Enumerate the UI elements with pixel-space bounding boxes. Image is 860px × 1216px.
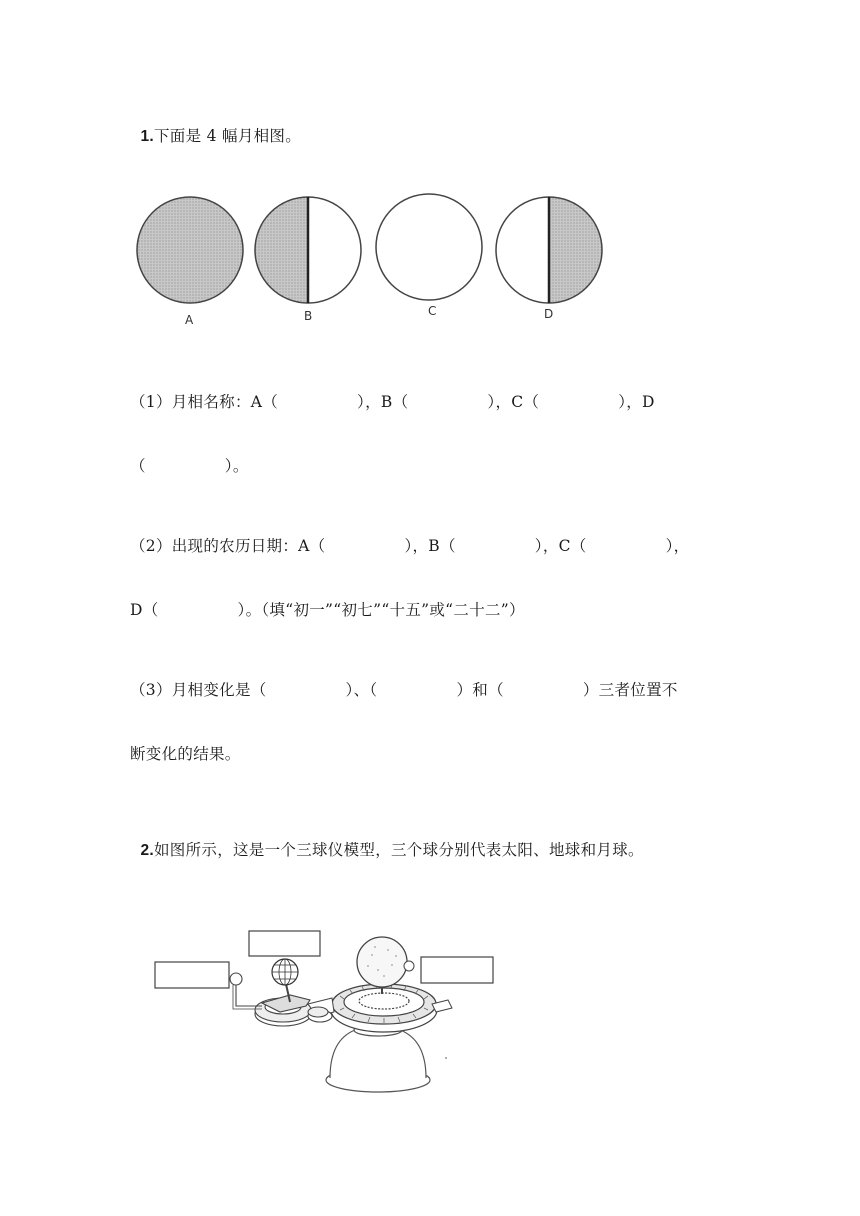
sun-turntable	[331, 984, 437, 1032]
moon-b	[255, 197, 361, 303]
moon-globe-and-arm	[230, 973, 262, 1009]
label-box-moon	[155, 962, 229, 988]
q1-part2-line1: （2）出现的农历日期：A（ ），B（ ），C（ ），	[130, 537, 690, 555]
q1-title-text: 下面是 4 幅月相图。	[154, 127, 302, 145]
sun-globe	[357, 937, 414, 994]
label-box-sun	[421, 957, 493, 983]
moon-label-a: A	[185, 313, 194, 327]
q1-number: 1.	[140, 128, 154, 145]
earth-assembly	[255, 995, 332, 1026]
q2-title-text: 如图所示，这是一个三球仪模型，三个球分别代表太阳、地球和月球。	[154, 841, 644, 859]
moon-a	[137, 197, 243, 303]
q1-title	[130, 106, 301, 146]
q2-number: 2.	[140, 842, 154, 859]
speck	[445, 1057, 447, 1059]
moon-d	[496, 197, 602, 303]
earth-globe	[272, 959, 298, 1002]
moon-label-c: C	[428, 304, 437, 318]
moon-label-d: D	[544, 307, 554, 321]
q1-part1-line2: （ ）。	[130, 457, 249, 475]
model-base	[326, 1024, 430, 1092]
moon-c	[376, 194, 482, 300]
right-arm	[432, 1000, 452, 1012]
label-box-earth	[249, 931, 320, 956]
turntable-ticks	[340, 984, 428, 1023]
q1-part3-line1: （3）月相变化是（ ）、（ ）和（ ）三者位置不	[130, 681, 678, 699]
q1-part2-line2: D（ ）。（填“初一”“初七”“十五”或“二十二”）	[130, 601, 525, 619]
earth-arm	[300, 998, 334, 1020]
q1-part3-line2: 断变化的结果。	[130, 745, 241, 763]
moon-label-b: B	[304, 309, 313, 323]
q2-title	[130, 820, 644, 860]
q1-part1-line1: （1）月相名称：A（ ），B（ ），C（ ），D	[130, 393, 655, 411]
